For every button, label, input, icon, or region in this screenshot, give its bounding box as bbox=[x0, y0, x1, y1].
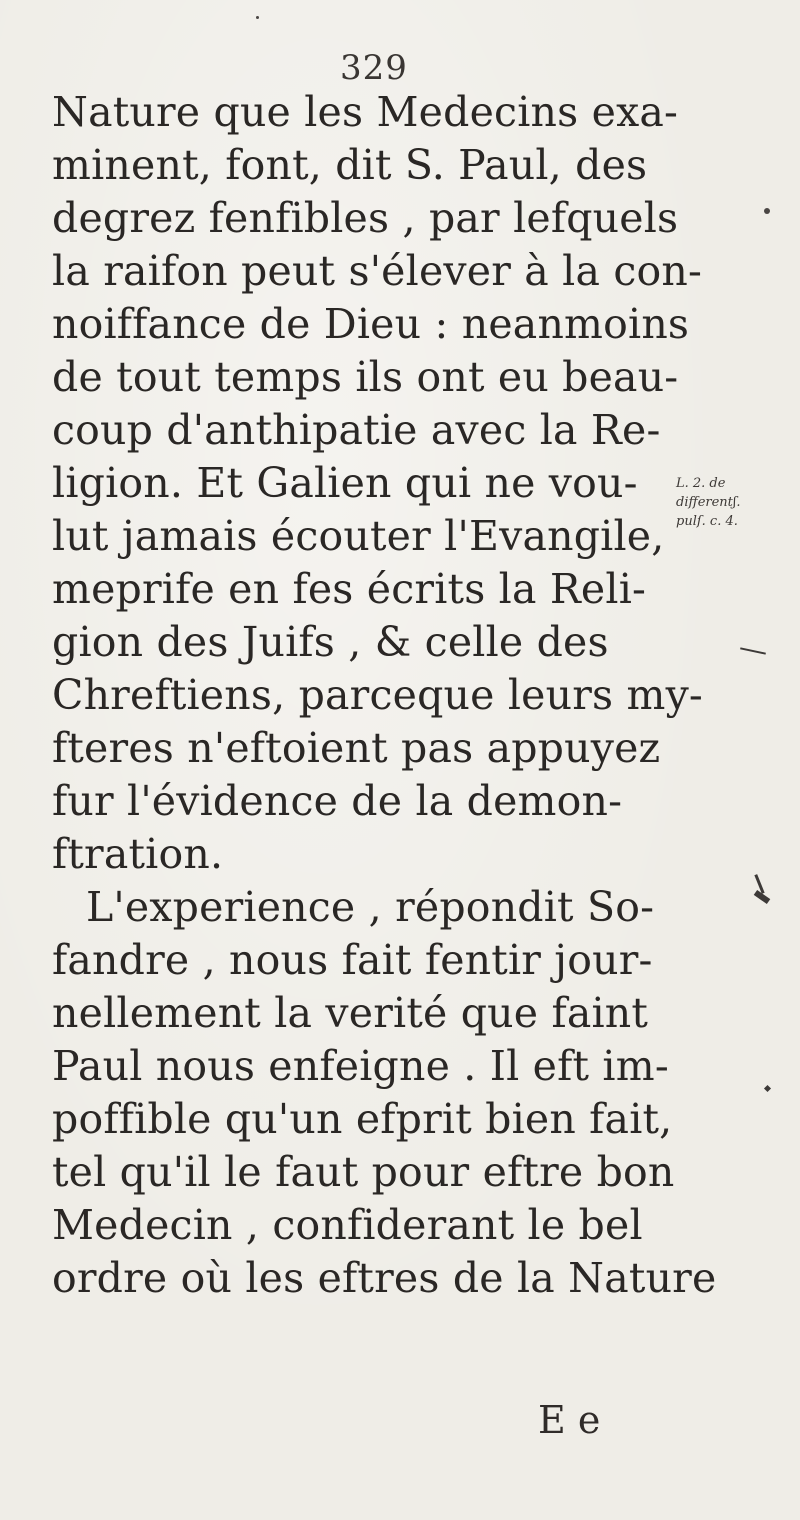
text-line: degrez fenfibles , par lefquels bbox=[52, 194, 679, 242]
text-line: coup d'anthipatie avec la Re- bbox=[52, 406, 661, 454]
text-line: lut jamais écouter l'Evangile, bbox=[52, 512, 665, 560]
text-line: ftration. bbox=[52, 830, 224, 878]
text-line: fandre , nous fait fentir jour- bbox=[52, 936, 653, 984]
catchword: E e bbox=[538, 1398, 601, 1442]
text-line: poffible qu'un efprit bien fait, bbox=[52, 1095, 673, 1143]
text-line: nellement la verité que faint bbox=[52, 989, 649, 1037]
text-line: Nature que les Medecins exa- bbox=[52, 88, 679, 136]
text-line: la raifon peut s'élever à la con- bbox=[52, 247, 703, 295]
text-line: tel qu'il le faut pour eftre bon bbox=[52, 1148, 675, 1196]
text-line: fteres n'eftoient pas appuyez bbox=[52, 724, 661, 772]
text-line: Chreftiens, parceque leurs my- bbox=[52, 671, 703, 719]
text-line: meprife en fes écrits la Reli- bbox=[52, 565, 647, 613]
margin-note-line: differentʃ. bbox=[676, 495, 741, 510]
text-line: noiffance de Dieu : neanmoins bbox=[52, 300, 690, 348]
margin-note bbox=[676, 474, 794, 531]
text-line: L'experience , répondit So- bbox=[86, 883, 655, 931]
ink-speck bbox=[764, 208, 770, 214]
text-line: fur l'évidence de la demon- bbox=[52, 777, 623, 825]
text-line: minent, font, dit S. Paul, des bbox=[52, 141, 648, 189]
text-line: Paul nous enfeigne . Il eft im- bbox=[52, 1042, 669, 1090]
text-line: ligion. Et Galien qui ne vou- bbox=[52, 459, 638, 507]
margin-note-line: L. 2. de bbox=[676, 476, 726, 491]
body-text bbox=[52, 86, 752, 1305]
ink-speck bbox=[256, 16, 259, 19]
margin-mark bbox=[764, 1085, 771, 1092]
text-line: gion des Juifs , & celle des bbox=[52, 618, 609, 666]
text-line: de tout temps ils ont eu beau- bbox=[52, 353, 679, 401]
text-line: Medecin , confiderant le bel bbox=[52, 1201, 643, 1249]
page-number: 329 bbox=[340, 48, 408, 88]
text-line: ordre où les eftres de la Nature bbox=[52, 1254, 717, 1302]
margin-note-line: pulſ. c. 4. bbox=[676, 514, 738, 529]
